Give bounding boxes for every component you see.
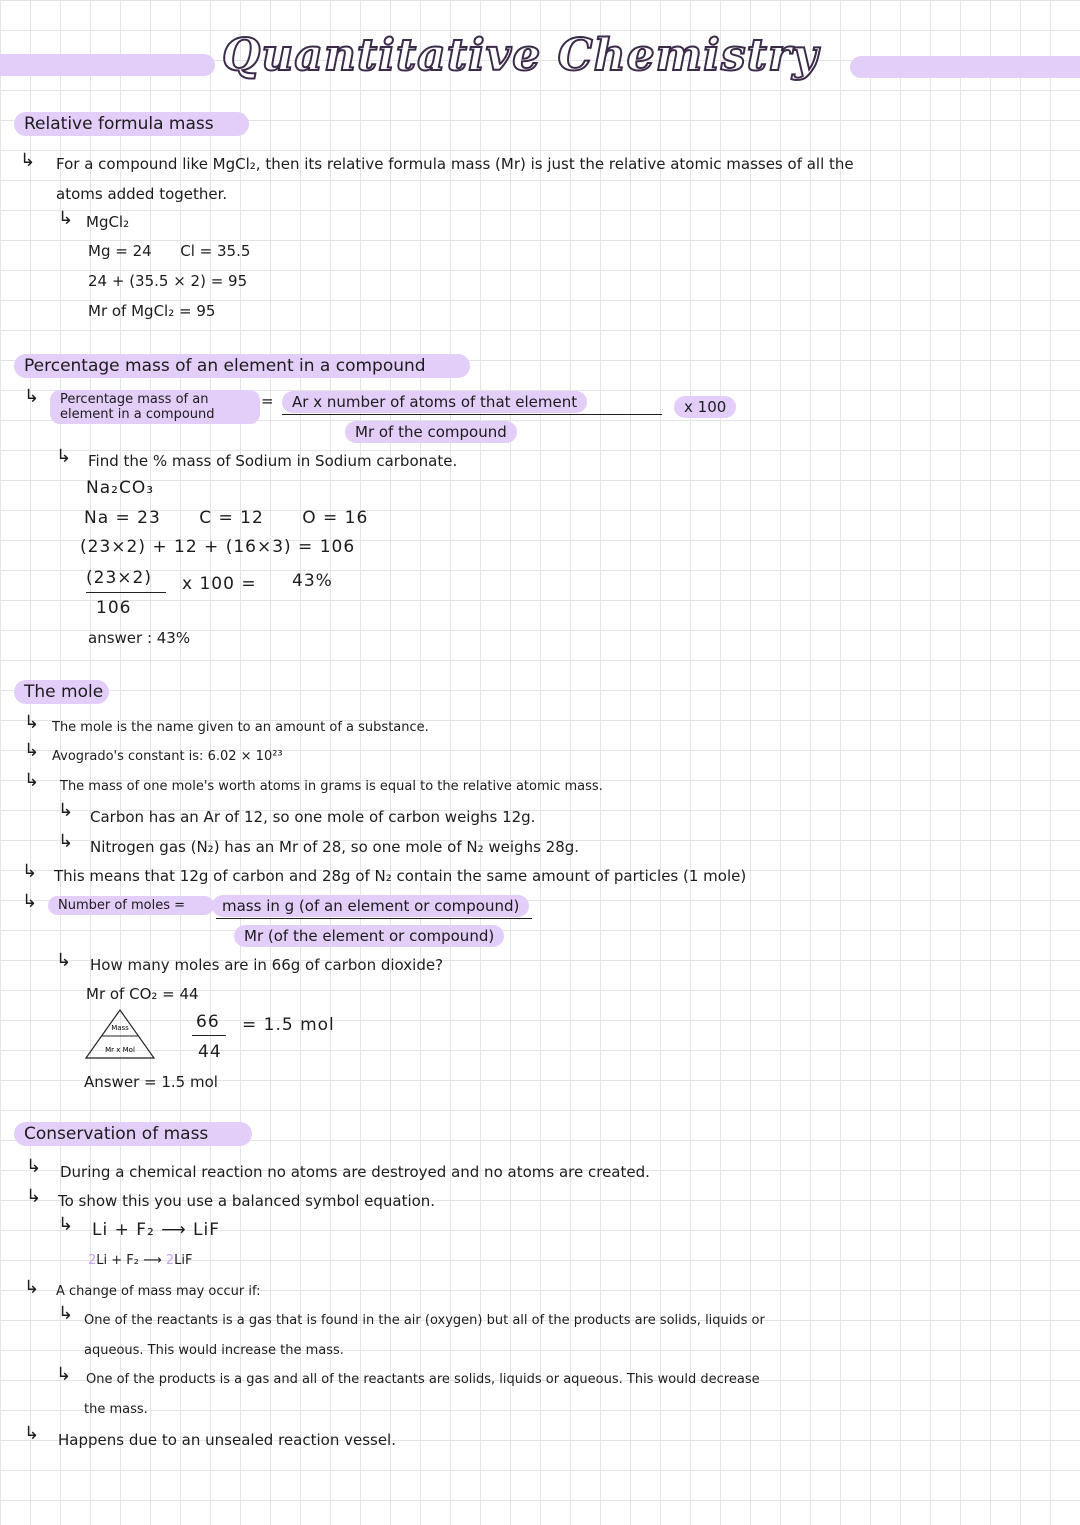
com-eq2-coef1: 2 bbox=[88, 1253, 97, 1268]
arrow-icon: ↳ bbox=[26, 1186, 42, 1207]
com-line1: During a chemical reaction no atoms are destroyed and no atoms are created. bbox=[60, 1163, 650, 1181]
com-line3: A change of mass may occur if: bbox=[56, 1284, 261, 1299]
pct-question: Find the % mass of Sodium in Sodium carbonate. bbox=[88, 452, 458, 470]
mass-moles-triangle-icon bbox=[84, 1008, 156, 1060]
triangle-bottom-label: Mr x Mol bbox=[105, 1046, 135, 1054]
pct-heading: Percentage mass of an element in a compound bbox=[14, 354, 470, 378]
com-eq2-coef2: 2 bbox=[165, 1253, 175, 1268]
arrow-icon: ↳ bbox=[22, 861, 38, 882]
pct-formula: Na₂CO₃ bbox=[86, 478, 155, 498]
rfm-line2: atoms added together. bbox=[56, 185, 228, 203]
pct-frac-result: 43% bbox=[292, 571, 333, 591]
com-heading: Conservation of mass bbox=[14, 1122, 252, 1146]
pct-calc: (23×2) + 12 + (16×3) = 106 bbox=[80, 537, 356, 557]
mole-nm-den: Mr (of the element or compound) bbox=[234, 925, 504, 947]
triangle-top-label: Mass bbox=[111, 1024, 129, 1032]
arrow-icon: ↳ bbox=[58, 800, 74, 821]
pct-answer: answer : 43% bbox=[88, 629, 191, 647]
mole-frac-result: = 1.5 mol bbox=[242, 1015, 335, 1035]
pct-frac-times: x 100 = bbox=[182, 574, 257, 594]
arrow-icon: ↳ bbox=[58, 208, 74, 229]
mole-nm-num: mass in g (of an element or compound) bbox=[212, 895, 529, 917]
arrow-icon: ↳ bbox=[22, 891, 38, 912]
arrow-icon: ↳ bbox=[24, 1277, 40, 1298]
com-line5: aqueous. This would increase the mass. bbox=[84, 1343, 344, 1358]
rfm-calc: 24 + (35.5 × 2) = 95 bbox=[88, 272, 248, 290]
rfm-heading: Relative formula mass bbox=[14, 112, 249, 136]
page-title: Quantitative Chemistry bbox=[222, 30, 819, 81]
pct-frac-line bbox=[86, 592, 166, 593]
pct-times: x 100 bbox=[674, 396, 736, 418]
pct-frac-num: (23×2) bbox=[86, 568, 152, 588]
pct-denominator: Mr of the compound bbox=[345, 421, 517, 443]
arrow-icon: ↳ bbox=[56, 950, 72, 971]
com-line7: the mass. bbox=[84, 1402, 148, 1417]
mole-heading: The mole bbox=[14, 680, 109, 704]
pct-frac-den: 106 bbox=[96, 598, 132, 618]
mole-question: How many moles are in 66g of carbon dioxide? bbox=[90, 956, 444, 974]
rfm-masses: Mg = 24 Cl = 35.5 bbox=[88, 242, 251, 260]
com-line6: One of the products is a gas and all of the reactants are solids, liquids or aqueous. This would decrease bbox=[86, 1372, 760, 1387]
com-eq2 bbox=[88, 1253, 193, 1268]
mole-line6: This means that 12g of carbon and 28g of N₂ contain the same amount of particles (1 mole) bbox=[54, 867, 747, 885]
arrow-icon: ↳ bbox=[26, 1156, 42, 1177]
mole-line4: Carbon has an Ar of 12, so one mole of carbon weighs 12g. bbox=[90, 808, 536, 826]
mole-frac-line bbox=[192, 1035, 226, 1036]
arrow-icon: ↳ bbox=[56, 1364, 72, 1385]
com-line2: To show this you use a balanced symbol equation. bbox=[58, 1192, 436, 1210]
rfm-result: Mr of MgCl₂ = 95 bbox=[88, 302, 216, 320]
arrow-icon: ↳ bbox=[24, 770, 40, 791]
arrow-icon: ↳ bbox=[58, 1303, 74, 1324]
com-line4: One of the reactants is a gas that is found in the air (oxygen) but all of the products are solids, liquids or bbox=[84, 1313, 765, 1328]
pct-numerator: Ar x number of atoms of that element bbox=[282, 391, 587, 413]
arrow-icon: ↳ bbox=[24, 386, 40, 407]
arrow-icon: ↳ bbox=[24, 1423, 40, 1444]
title-banner-left bbox=[0, 54, 215, 76]
com-line8: Happens due to an unsealed reaction vessel. bbox=[58, 1431, 396, 1449]
com-eq1: Li + F₂ ⟶ LiF bbox=[92, 1220, 220, 1240]
mole-nm-label: Number of moles = bbox=[48, 896, 214, 915]
mole-frac-num: 66 bbox=[196, 1012, 220, 1032]
mole-answer: Answer = 1.5 mol bbox=[84, 1073, 218, 1091]
arrow-icon: ↳ bbox=[20, 150, 36, 171]
mole-line2: Avogrado's constant is: 6.02 × 10²³ bbox=[52, 749, 283, 764]
mole-line5: Nitrogen gas (N₂) has an Mr of 28, so one mole of N₂ weighs 28g. bbox=[90, 838, 580, 856]
mole-mr: Mr of CO₂ = 44 bbox=[86, 985, 199, 1003]
com-eq2-end: LiF bbox=[174, 1253, 193, 1268]
arrow-icon: ↳ bbox=[58, 1214, 74, 1235]
com-eq2-mid: Li + F₂ ⟶ bbox=[96, 1253, 166, 1268]
title-banner-right bbox=[850, 56, 1080, 78]
pct-equals: = bbox=[261, 392, 274, 410]
pct-lhs: Percentage mass of an element in a compound bbox=[50, 390, 260, 424]
arrow-icon: ↳ bbox=[24, 712, 40, 733]
rfm-example: MgCl₂ bbox=[86, 213, 130, 231]
mole-line1: The mole is the name given to an amount of a substance. bbox=[52, 720, 429, 735]
arrow-icon: ↳ bbox=[56, 446, 72, 467]
mole-nm-line bbox=[216, 918, 532, 919]
mole-frac-den: 44 bbox=[198, 1042, 222, 1062]
rfm-line1: For a compound like MgCl₂, then its relative formula mass (Mr) is just the relative atomic masses of all the bbox=[56, 155, 854, 173]
pct-fraction-line bbox=[282, 414, 662, 415]
pct-masses: Na = 23 C = 12 O = 16 bbox=[84, 508, 369, 528]
mole-line3: The mass of one mole's worth atoms in grams is equal to the relative atomic mass. bbox=[60, 779, 603, 794]
arrow-icon: ↳ bbox=[24, 740, 40, 761]
arrow-icon: ↳ bbox=[58, 831, 74, 852]
